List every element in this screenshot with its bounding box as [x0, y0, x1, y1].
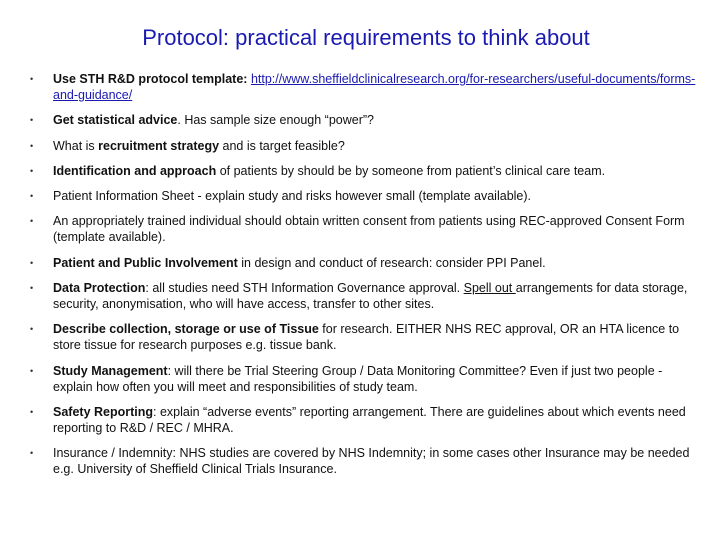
slide-title: Protocol: practical requirements to think about — [142, 25, 590, 50]
bullet-marker: • — [30, 448, 34, 459]
bullet-list — [30, 71, 698, 487]
bullet-text: : will there be Trial Steering Group / Data Monitoring Committee? Even if just two people - explain how often you will meet and responsibilities of study team. — [53, 363, 663, 394]
template-link[interactable]: http://www.sheffieldclinicalresearch.org/for-researchers/useful-documents/forms-and-guidance/ — [53, 72, 696, 102]
bullet-marker: • — [30, 406, 34, 417]
bullet-text: What is — [53, 138, 99, 153]
bullet-marker: • — [30, 115, 34, 126]
bullet-text: of patients by should be by someone from patient’s clinical care team. — [216, 163, 606, 178]
bullet-marker: • — [30, 165, 34, 176]
bullet-item — [30, 321, 698, 353]
bullet-marker: • — [30, 324, 34, 335]
bullet-item — [30, 213, 698, 245]
bullet-heading: Identification and approach — [53, 163, 217, 178]
bullet-heading: Patient and Public Involvement — [53, 255, 238, 270]
bullet-marker: • — [30, 283, 34, 294]
bullet-marker: • — [30, 257, 34, 268]
bullet-marker: • — [30, 74, 34, 84]
bullet-marker: • — [30, 216, 34, 227]
bullet-text: Patient Information Sheet - explain study and risks however small (template available). — [53, 189, 532, 204]
bullet-heading: Safety Reporting — [53, 404, 154, 419]
bullet-marker: • — [30, 140, 34, 151]
bullet-item — [30, 255, 698, 271]
bullet-text: in design and conduct of research: consider PPI Panel. — [237, 255, 546, 270]
bullet-item — [30, 188, 698, 204]
bullet-text: and is target feasible? — [219, 138, 345, 153]
bullet-item — [30, 445, 698, 477]
bullet-heading: Use STH R&D protocol template: — [53, 72, 251, 86]
bullet-heading: Get statistical advice — [53, 113, 178, 128]
bullet-item — [30, 112, 698, 128]
bullet-text: arrangements for data storage, security, anonymisation, who will have access, transfer to other sites. — [53, 281, 688, 312]
bullet-heading: Data Protection — [53, 281, 146, 296]
bullet-text: : all studies need STH Information Governance approval. — [145, 281, 464, 296]
bullet-item — [30, 138, 698, 154]
bullet-text: . Has sample size enough “power”? — [177, 113, 374, 128]
bullet-text: : explain “adverse events” reporting arrangement. There are guidelines about which events need reporting to R&D / REC / MHRA. — [53, 404, 686, 435]
bullet-heading: Study Management — [53, 363, 168, 378]
bullet-item — [30, 363, 698, 395]
bullet-item — [30, 163, 698, 179]
bullet-marker: • — [30, 365, 34, 376]
bullet-item — [30, 71, 698, 103]
bullet-text: Insurance / Indemnity: NHS studies are covered by NHS Indemnity; in some cases other Insurance may be needed e.g. University of Sheffield Clinical Trials Insurance. — [53, 446, 690, 477]
bullet-marker: • — [30, 191, 34, 202]
underlined-text: Spell out — [463, 281, 516, 296]
bullet-item — [30, 404, 698, 436]
bullet-text: An appropriately trained individual should obtain written consent from patients using REC-approved Consent Form (template available). — [53, 214, 685, 245]
bullet-heading: recruitment strategy — [98, 138, 220, 153]
bullet-text: for research. EITHER NHS REC approval, OR an HTA licence to store tissue for research purposes e.g. tissue bank. — [53, 322, 680, 353]
bullet-heading: Describe collection, storage or use of Tissue — [53, 322, 319, 337]
bullet-item — [30, 280, 698, 312]
